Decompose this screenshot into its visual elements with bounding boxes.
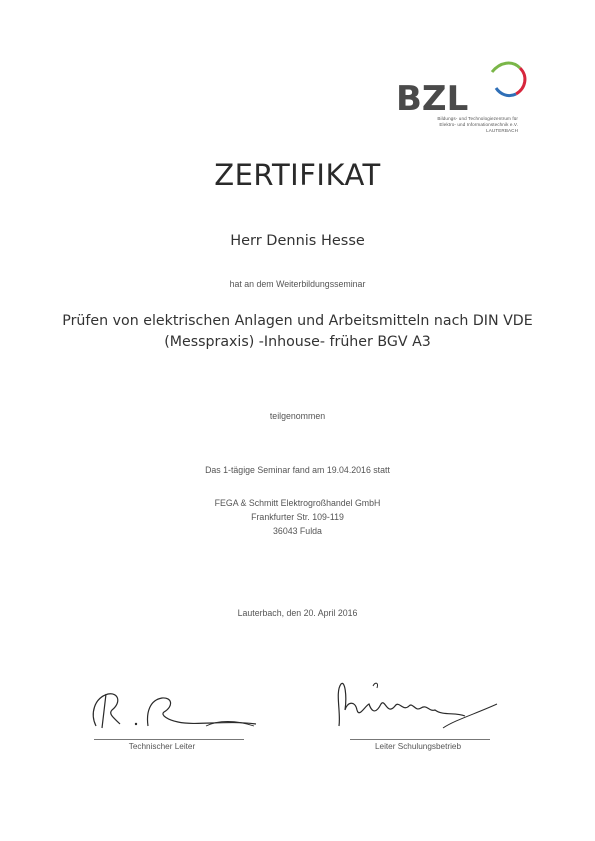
- organization-name: FEGA & Schmitt Elektrogroßhandel GmbH: [214, 498, 381, 508]
- signature-line-left: [94, 739, 244, 740]
- organization-city: 36043 Fulda: [273, 526, 322, 536]
- seminar-title-line-1: Prüfen von elektrischen Anlagen und Arbeitsmitteln nach DIN VDE: [62, 313, 533, 329]
- logo-subtitle-1: Bildungs- und Technologiezentrum für: [437, 116, 518, 121]
- logo-subtitle-3: LAUTERBACH: [486, 128, 518, 133]
- recipient-name: Herr Dennis Hesse: [230, 233, 365, 249]
- logo-letters: BZL: [396, 79, 469, 116]
- signature-label-training-manager: Leiter Schulungsbetrieb: [374, 742, 462, 751]
- logo-swoosh-red: [516, 68, 525, 94]
- signature-label-technical-director: Technischer Leiter: [128, 742, 196, 751]
- participated-text: teilgenommen: [269, 411, 326, 421]
- signature-line-right: [350, 739, 490, 740]
- intro-text: hat an dem Weiterbildungsseminar: [229, 279, 366, 289]
- seminar-title-line-2: (Messpraxis) -Inhouse- früher BGV A3: [164, 334, 431, 350]
- logo-swoosh-green: [492, 63, 520, 72]
- signature-training-manager: [325, 676, 505, 734]
- bzl-logo: [388, 56, 558, 156]
- logo-subtitle-2: Elektro- und Informationstechnik e.V.: [439, 122, 518, 127]
- place-and-date: Lauterbach, den 20. April 2016: [237, 608, 358, 618]
- bzl-logo-mark: [388, 56, 558, 116]
- seminar-date-text: Das 1-tägige Seminar fand am 19.04.2016 statt: [205, 465, 390, 475]
- certificate-title: ZERTIFIKAT: [214, 158, 381, 192]
- signature-technical-director: [86, 684, 266, 734]
- organization-street: Frankfurter Str. 109-119: [251, 512, 344, 522]
- logo-swoosh-blue: [496, 88, 516, 96]
